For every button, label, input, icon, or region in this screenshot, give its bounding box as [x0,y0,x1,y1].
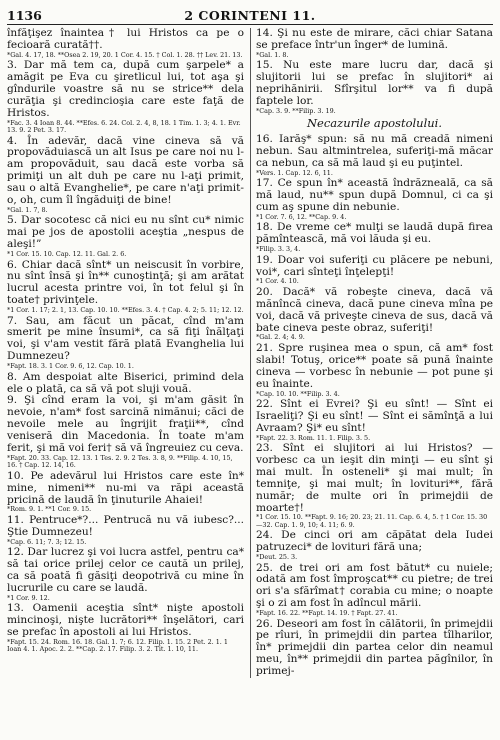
verse-text: 26. Deseori am fost în călătorii, în primejdii pe rîuri, în primejdii din partea tîlharilor, în* primejdii din partea celor din neamul meu, în** primejdii din partea păgînilor, în primej- [256,617,493,678]
verse-text: 9. Şi cînd eram la voi, şi m'am găsit în nevoie, n'am* fost sarcină nimănui; căci de nevoile mele au îngrijit fraţii**, cînd veniseră din Macedonia. În toate m'am ferit, şi mă voi feri† să vă îngreuiez cu ceva. [7,394,244,455]
page-header [7,8,493,25]
cross-reference: *Fapt. 16. 22. **Fapt. 14. 19. † Fapt. 27. 41. [256,609,398,618]
cross-reference: *Deut. 25. 3. [256,553,298,562]
verse-text: 17. Ce spun în* această îndrăzneală, ca să mă laud, nu** spun după Domnul, ci ca şi cum aş spune din nebunie. [256,177,493,214]
cross-reference: *Gal. 1. 8. [256,50,289,59]
verse-text: 23. Sînt ei slujitori ai lui Hristos? — vorbesc ca un ieşit din minţi — eu sînt şi mai mult. În osteneli* şi mai mult; în temniţe, şi mai mult; în lovituri**, fără număr; de multe ori în primejdii de moarte†! [256,442,493,514]
verse-text: 19. Doar voi suferiţi cu plăcere pe nebuni, voi*, cari sînteţi înţelepţi! [256,253,493,278]
cross-reference: *Filip. 3. 3, 4. [256,245,301,254]
verse-text: 14. Şi nu este de mirare, căci chiar Satana se preface într'un înger* de lumină. [256,27,493,51]
cross-reference: *1 Cor. 7. 6, 12. **Cap. 9. 4. [256,213,347,221]
cross-reference: *Cap. 10. 10. **Filip. 3. 4. [256,389,340,398]
cross-reference: *1 Cor. 15. 10. **Fapt. 9. 16; 20. 23; 21. 11. Cap. 6. 4, 5. † 1 Cor. 15. 30—32. Cap. 1. 9, 10; 4. 11; 6. 9. [256,513,488,529]
verse-text: 4. În adevăr, dacă vine cineva să vă propovăduiască un alt Isus pe care noi nu l-am propovăduit, sau dacă este vorba să primiţi un alt duh pe care nu l-aţi primit, sau o altă Evanghelie*, pe care n'aţi primit-o, oh, cum îl îngăduiţi de bine! [7,134,244,207]
cross-reference: *Fapt. 18. 3. 1 Cor. 9. 6, 12. Cap. 10. 1. [7,362,134,371]
cross-reference: *Fapt. 20. 33. Cap. 12. 13. 1 Tes. 2. 9. 2 Tes. 3. 8, 9. **Filip. 4. 10, 15, 16. † Cap. 12. 14, 16. [7,453,233,470]
left-column [7,28,244,678]
verse-text: 22. Sînt ei Evrei? Şi eu sînt! — Sînt ei Israeliţi? Şi eu sînt! — Sînt ei sămînţă a lui Avraam? Şi* eu sînt! [256,397,493,434]
verse-text: 13. Oamenii aceştia sînt* nişte apostoli mincinoşi, nişte lucrători** înşelători, cari se prefac în apostoli ai lui Hristos. [7,602,244,638]
cross-reference: *1 Cor. 1. 17; 2. 1, 13. Cap. 10. 10. **Efes. 3. 4. † Cap. 4. 2; 5. 11; 12. 12. [7,306,244,315]
verse-text: 11. Pentruce*?... Pentrucă nu vă iubesc?... Ştie Dumnezeu! [7,513,244,538]
cross-reference: *Fac. 3. 4 Ioan 8. 44. **Efes. 6. 24. Col. 2. 4, 8, 18. 1 Tim. 1. 3; 4. 1. Evr. 13. 9. 2 Pet. 3. 17. [7,118,241,135]
cross-reference: *Rom. 9. 1. **1 Cor. 9. 15. [7,505,92,514]
cross-reference: *1 Cor. 9. 12. [7,593,50,602]
verse-text: 10. Pe adevărul lui Hristos care este în* mine, nimeni** nu-mi va răpi această pricină de laudă în ţinuturile Ahaiei! [7,469,244,506]
verse-text: 20. Dacă* vă robeşte cineva, dacă vă mănîncă cineva, dacă pune cineva mîna pe voi, dacă vă priveşte cineva de sus, dacă vă bate cineva peste obraz, suferiţi! [256,285,493,334]
verse-text: înfăţişez înaintea† lui Hristos ca pe o fecioară curată††. [7,27,244,51]
verse-text: 24. De cinci ori am căpătat dela Iudei patruzeci* de lovituri fără una; [256,529,493,554]
verse-text: 8. Am despoiat alte Biserici, primind dela ele o plată, ca să vă pot sluji vouă. [7,370,244,395]
verse-text: 7. Sau, am făcut un păcat, cînd m'am smerit pe mine însumi*, ca să fiţi înălţaţi voi, şi v'am vestit fără plată Evanghelia lui Dumnezeu? [7,314,244,363]
cross-reference: *Cap. 3. 9. **Filip. 3. 19. [256,106,336,115]
cross-reference: *Vers. 1. Cap. 12. 6, 11. [256,168,333,177]
cross-reference: *1 Cor. 15. 10. Cap. 12. 11. Gal. 2. 6. [7,250,127,259]
verse-text: 25. de trei ori am fost bătut* cu nuiele; odată am fost împroşcat** cu pietre; de trei ori s'a sfărîmat† corabia cu mine; o noapte şi o zi am fost în adîncul mării. [256,561,493,610]
verse-text: 6. Chiar dacă sînt* un neiscusit în vorbire, nu sînt însă şi în** cunoştinţă; şi am arătat lucrul acesta printre voi, în tot felul şi în toate† privinţele. [7,258,244,307]
verse-text: 18. De vreme ce* mulţi se laudă după firea pămîntească, mă voi lăuda şi eu. [256,221,493,246]
verse-text: 3. Dar mă tem ca, după cum şarpele* a amăgit pe Eva cu şiretlicul lui, tot aşa şi gîndurile voastre să nu se strice** dela curăţia şi credincioşia care este faţă de Hristos. [7,59,244,119]
right-column [250,28,493,678]
cross-reference: *Fapt. 22. 3. Rom. 11. 1. Filip. 3. 5. [256,433,371,442]
cross-reference: *1 Cor. 4. 10. [256,277,299,286]
cross-reference: *Fapt. 15. 24. Rom. 16. 18. Gal. 1. 7; 6. 12. Filip. 1. 15. 2 Pet. 2. 1. 1 Ioan 4. 1. Apoc. 2. 2. **Cap. 2. 17. Filip. 3. 2. Tit. 1. 10, 11. [7,637,228,654]
section-heading: Necazurile apostolului. [306,116,443,131]
verse-text: 21. Spre ruşinea mea o spun, că am* fost slabi! Totuş, orice** poate să pună înainte cineva — vorbesc în nebunie — pot pune şi eu înainte. [256,341,493,390]
cross-reference: *Cap. 6. 11; 7. 3; 12. 15. [7,537,87,546]
cross-reference: *Gal. 2. 4; 4. 9. [256,333,305,342]
cross-reference: *Gal. 4. 17, 18. **Osea 2. 19, 20. 1 Cor. 4. 15. † Col. 1. 28. †† Lev. 21. 13. [7,50,243,59]
verse-text: 15. Nu este mare lucru dar, dacă şi slujitorii lui se prefac în slujitori* ai neprihănirii. Sfîrşitul lor** va fi după faptele lor. [256,59,493,107]
page-number: 1136 [7,8,42,23]
verse-text: 5. Dar socotesc că nici eu nu sînt cu* nimic mai pe jos de apostolii aceştia „nespus de aleşi!” [7,214,244,251]
verse-text: 16. Iarăş* spun: să nu mă creadă nimeni nebun. Sau altmintrelea, suferiţi-mă măcar ca nebun, ca să mă laud şi eu puţintel. [256,133,493,169]
cross-reference: *Gal. 1. 7, 8. [7,206,48,214]
verse-text: 12. Dar lucrez şi voi lucra astfel, pentru ca* să tai orice prilej celor ce caută un prilej, ca să poată fi găsiţi deopotrivă cu mine în lucrurile cu care se laudă. [7,546,244,594]
page-title: 2 CORINTENI 11. [184,8,316,23]
